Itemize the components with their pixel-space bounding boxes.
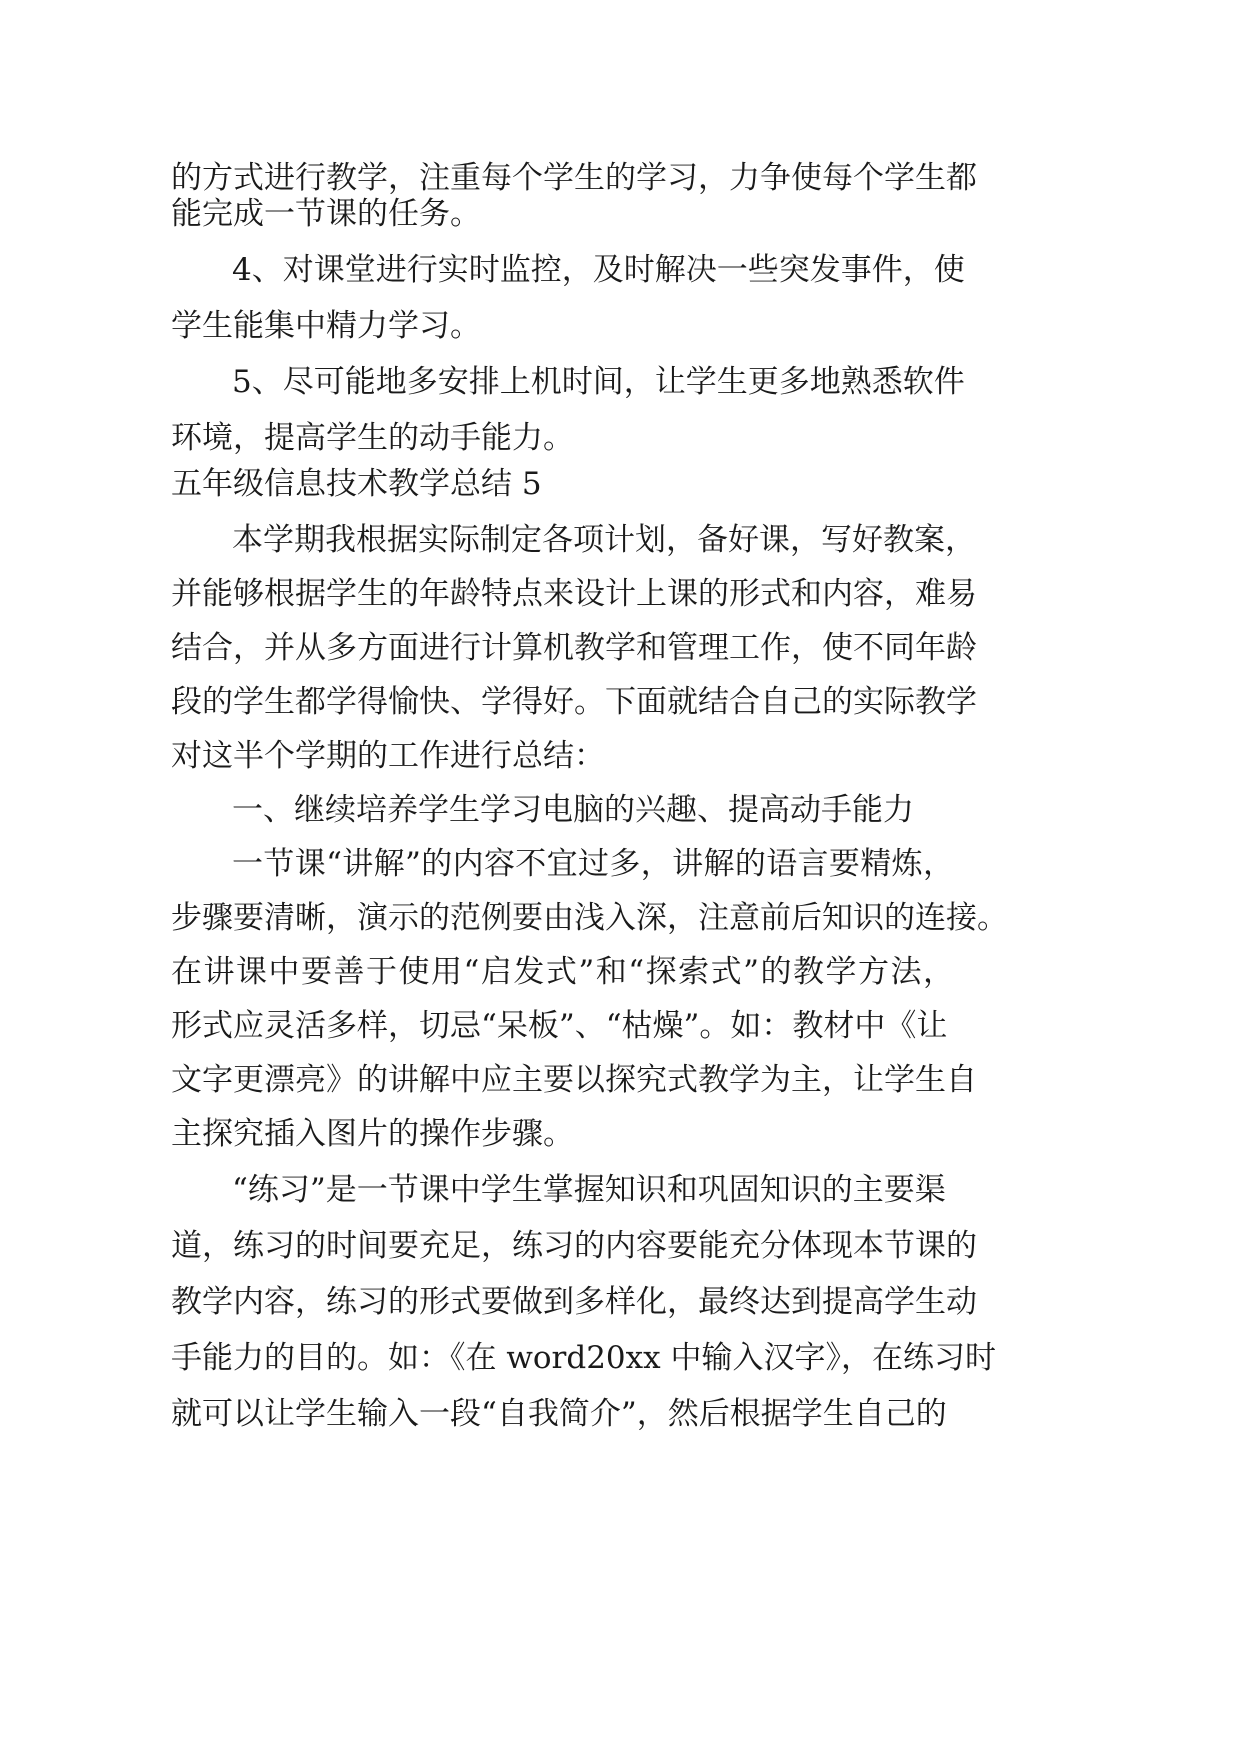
text-line: 学生能集中精力学习。 [171, 308, 481, 344]
text-line: 就可以让学生输入一段“自我简介”，然后根据学生自己的 [171, 1396, 947, 1432]
text-line: 手能力的目的。如：《在 word20xx 中输入汉字》，在练习时 [171, 1340, 996, 1376]
text-line: 5、尽可能地多安排上机时间，让学生更多地熟悉软件 [232, 364, 965, 400]
text-line: 文字更漂亮》的讲解中应主要以探究式教学为主，让学生自 [171, 1062, 977, 1098]
text-line: 形式应灵活多样，切忌“呆板”、“枯燥”。如：教材中《让 [171, 1008, 948, 1044]
text-line: 段的学生都学得愉快、学得好。下面就结合自己的实际教学 [171, 684, 977, 720]
text-line: 步骤要清晰，演示的范例要由浅入深，注意前后知识的连接。 [171, 900, 1008, 936]
text-line: 主探究插入图片的操作步骤。 [171, 1116, 574, 1152]
text-line: 道，练习的时间要充足，练习的内容要能充分体现本节课的 [171, 1228, 977, 1264]
text-line: 对这半个学期的工作进行总结： [171, 738, 605, 774]
text-line: 在讲课中要善于使用“启发式”和“探索式”的教学方法， [171, 954, 954, 990]
text-line: 4、对课堂进行实时监控，及时解决一些突发事件，使 [232, 252, 965, 288]
text-line: 本学期我根据实际制定各项计划，备好课，写好教案， [232, 522, 976, 558]
text-line: “练习”是一节课中学生掌握知识和巩固知识的主要渠 [232, 1172, 946, 1208]
text-line: 一节课“讲解”的内容不宜过多，讲解的语言要精炼， [232, 846, 954, 882]
text-line: 教学内容，练习的形式要做到多样化，最终达到提高学生动 [171, 1284, 977, 1320]
text-line: 能完成一节课的任务。 [171, 196, 481, 232]
section-heading: 五年级信息技术教学总结 5 [171, 466, 542, 502]
text-line: 并能够根据学生的年龄特点来设计上课的形式和内容，难易 [171, 576, 977, 612]
text-line: 结合，并从多方面进行计算机教学和管理工作，使不同年龄 [171, 630, 977, 666]
text-line: 环境，提高学生的动手能力。 [171, 420, 574, 456]
subsection-heading: 一、继续培养学生学习电脑的兴趣、提高动手能力 [232, 792, 914, 828]
text-line: 的方式进行教学，注重每个学生的学习，力争使每个学生都 [171, 160, 977, 196]
